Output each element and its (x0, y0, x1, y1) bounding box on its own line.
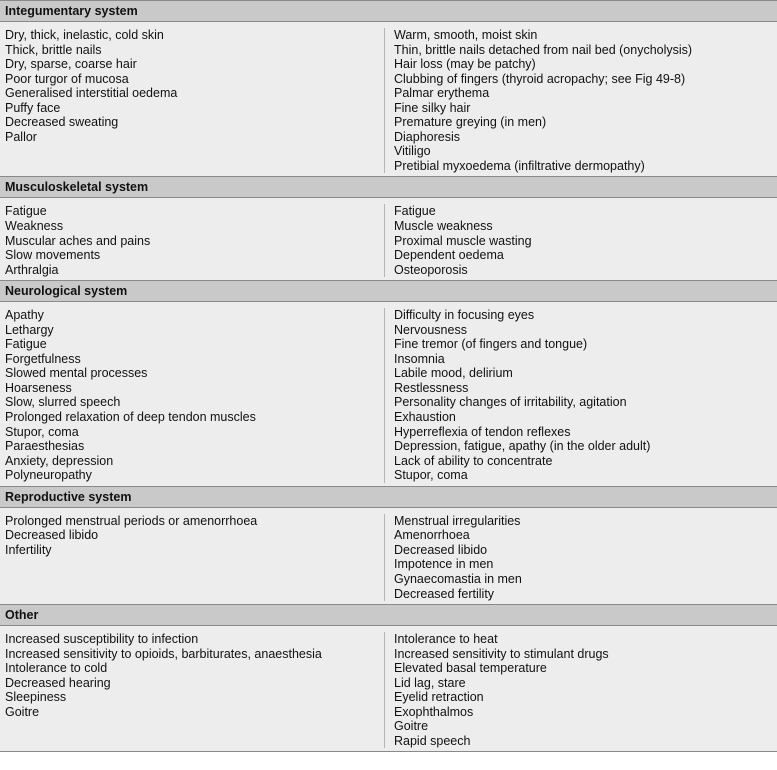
left-column (0, 632, 385, 748)
symptom-item: Menstrual irregularities (394, 513, 521, 528)
symptom-item: Intolerance to heat (394, 632, 498, 647)
section-header: Reproductive system (0, 487, 777, 508)
symptom-item: Muscular aches and pains (5, 233, 151, 248)
symptom-item: Polyneuropathy (5, 468, 92, 483)
left-column (0, 204, 385, 277)
symptom-item: Depression, fatigue, apathy (in the older adult) (394, 439, 651, 454)
section-body (0, 22, 777, 177)
symptom-item: Exhaustion (394, 410, 456, 425)
symptom-item: Increased sensitivity to stimulant drugs (394, 646, 609, 661)
section-header: Other (0, 605, 777, 626)
section-header: Musculoskeletal system (0, 177, 777, 198)
right-column (385, 204, 777, 277)
right-column (385, 308, 777, 483)
symptom-item: Personality changes of irritability, agitation (394, 395, 627, 410)
symptom-item: Elevated basal temperature (394, 661, 547, 676)
symptom-item: Palmar erythema (394, 86, 490, 101)
symptom-item: Exophthalmos (394, 704, 474, 719)
section-header: Integumentary system (0, 1, 777, 22)
symptom-item: Amenorrhoea (394, 528, 470, 543)
symptom-item: Sleepiness (5, 690, 67, 705)
symptom-item: Labile mood, delirium (394, 366, 513, 381)
symptom-item: Fatigue (394, 204, 436, 219)
symptom-item: Arthralgia (5, 262, 59, 277)
symptom-item: Increased susceptibility to infection (5, 632, 199, 647)
symptom-item: Fatigue (5, 204, 47, 219)
left-column (0, 514, 385, 601)
section-body (0, 198, 777, 281)
symptom-item: Diaphoresis (394, 129, 461, 144)
symptom-item: Paraesthesias (5, 439, 85, 454)
section-body (0, 302, 777, 487)
right-column (385, 514, 777, 601)
symptom-item: Fine tremor (of fingers and tongue) (394, 337, 588, 352)
symptom-item: Decreased fertility (394, 586, 495, 601)
symptom-item: Generalised interstitial oedema (5, 86, 178, 101)
symptom-item: Vitiligo (394, 144, 431, 159)
symptom-item: Puffy face (5, 100, 61, 115)
symptom-item: Nervousness (394, 322, 467, 337)
symptom-item: Slow, slurred speech (5, 395, 121, 410)
symptom-item: Stupor, coma (5, 424, 79, 439)
symptom-item: Difficulty in focusing eyes (394, 308, 535, 323)
symptom-item: Impotence in men (394, 557, 494, 572)
symptom-item: Thin, brittle nails detached from nail bed (onycholysis) (394, 42, 693, 57)
symptom-item: Goitre (394, 719, 429, 734)
symptom-item: Lid lag, stare (394, 675, 466, 690)
symptom-item: Decreased libido (5, 528, 99, 543)
symptom-item: Hoarseness (5, 380, 72, 395)
symptom-item: Decreased libido (394, 542, 488, 557)
right-column (385, 632, 777, 748)
symptom-item: Rapid speech (394, 733, 471, 748)
symptom-item: Apathy (5, 308, 44, 323)
symptom-item: Weakness (5, 219, 64, 234)
symptom-item: Osteoporosis (394, 262, 468, 277)
left-column (0, 28, 385, 173)
symptom-item: Dependent oedema (394, 248, 504, 263)
symptom-item: Prolonged relaxation of deep tendon muscles (5, 410, 256, 425)
symptom-item: Restlessness (394, 380, 469, 395)
symptom-item: Poor turgor of mucosa (5, 71, 129, 86)
symptom-item: Proximal muscle wasting (394, 233, 532, 248)
symptom-item: Prolonged menstrual periods or amenorrhoea (5, 513, 258, 528)
symptom-item: Slow movements (5, 248, 101, 263)
symptom-item: Muscle weakness (394, 219, 493, 234)
symptom-item: Premature greying (in men) (394, 115, 547, 130)
symptom-item: Goitre (5, 704, 40, 719)
symptom-item: Anxiety, depression (5, 453, 114, 468)
left-column (0, 308, 385, 483)
symptom-item: Hyperreflexia of tendon reflexes (394, 424, 571, 439)
symptom-item: Gynaecomastia in men (394, 571, 522, 586)
symptom-item: Dry, sparse, coarse hair (5, 57, 137, 72)
section-body (0, 508, 777, 605)
symptom-item: Lack of ability to concentrate (394, 453, 553, 468)
symptom-item: Pretibial myxoedema (infiltrative dermopathy) (394, 158, 645, 173)
symptom-item: Infertility (5, 542, 52, 557)
symptom-item: Hair loss (may be patchy) (394, 57, 536, 72)
symptom-item: Slowed mental processes (5, 366, 148, 381)
symptom-item: Decreased hearing (5, 675, 111, 690)
section-body (0, 626, 777, 752)
symptom-item: Pallor (5, 129, 37, 144)
symptom-item: Decreased sweating (5, 115, 119, 130)
symptom-item: Thick, brittle nails (5, 42, 102, 57)
section-header: Neurological system (0, 281, 777, 302)
symptom-item: Warm, smooth, moist skin (394, 28, 538, 42)
symptom-item: Eyelid retraction (394, 690, 484, 705)
symptom-item: Intolerance to cold (5, 661, 108, 676)
symptom-item: Clubbing of fingers (thyroid acropachy; see Fig 49-8) (394, 71, 686, 86)
right-column (385, 28, 777, 173)
symptom-item: Forgetfulness (5, 351, 81, 366)
symptom-item: Lethargy (5, 322, 54, 337)
symptom-item: Dry, thick, inelastic, cold skin (5, 28, 164, 42)
symptom-item: Stupor, coma (394, 468, 468, 483)
symptom-item: Fatigue (5, 337, 47, 352)
symptom-item: Increased sensitivity to opioids, barbiturates, anaesthesia (5, 646, 322, 661)
symptom-item: Fine silky hair (394, 100, 471, 115)
symptom-item: Insomnia (394, 351, 445, 366)
